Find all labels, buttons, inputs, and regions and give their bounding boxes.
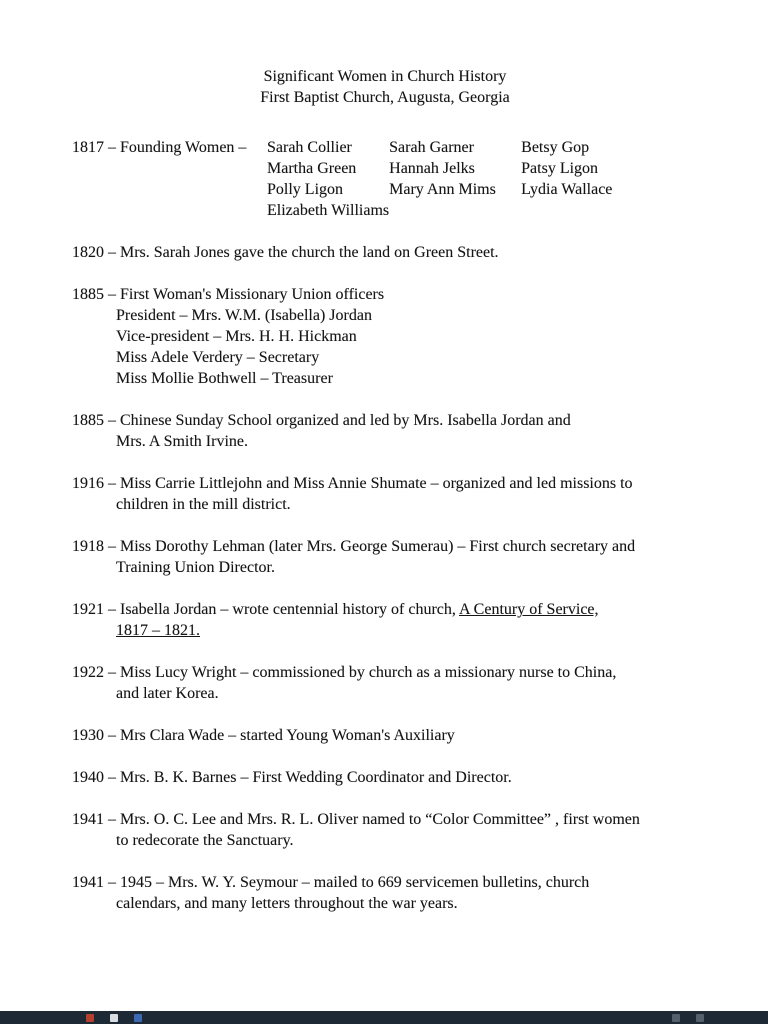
footer-icon-blue[interactable]: [134, 1014, 142, 1022]
entry-line: 1918 – Miss Dorothy Lehman (later Mrs. George Sumerau) – First church secretary and: [72, 538, 636, 555]
founding-names-column-3: [521, 137, 698, 200]
entry-1930: [72, 725, 698, 746]
entry-1941-color-committee: [72, 809, 698, 851]
footer-icon-white[interactable]: [110, 1014, 118, 1022]
entry-line: Miss Adele Verdery – Secretary: [116, 349, 320, 366]
founding-name: Sarah Collier: [267, 139, 352, 156]
founding-name: Elizabeth Williams: [267, 202, 390, 219]
founding-name: Patsy Ligon: [521, 160, 599, 177]
entry-line: Training Union Director.: [116, 559, 275, 576]
entry-line: 1885 – Chinese Sunday School organized and led by Mrs. Isabella Jordan and: [72, 412, 571, 429]
footer-icon-gray-1[interactable]: [672, 1014, 680, 1022]
entry-line: 1922 – Miss Lucy Wright – commissioned by church as a missionary nurse to China,: [72, 664, 617, 681]
book-title-underlined: A Century of Service,: [459, 601, 599, 618]
entry-1817-founding-women: [72, 137, 698, 221]
entry-line: and later Korea.: [116, 685, 219, 702]
entry-1820: [72, 242, 698, 263]
entry-line: to redecorate the Sanctuary.: [116, 832, 294, 849]
entry-1921: [72, 599, 698, 641]
title-line-1: Significant Women in Church History: [263, 68, 507, 85]
entry-line: 1885 – First Woman's Missionary Union officers: [72, 286, 385, 303]
footer-icons-right: [672, 1014, 704, 1022]
founding-name: Betsy Gop: [521, 139, 590, 156]
entry-year-label: 1817 – Founding Women –: [72, 139, 247, 156]
founding-names-column-1: [267, 137, 389, 221]
viewer-footer-bar: [0, 1011, 768, 1024]
founding-name: Polly Ligon: [267, 181, 344, 198]
entry-1916: [72, 473, 698, 515]
entry-line: President – Mrs. W.M. (Isabella) Jordan: [116, 307, 372, 324]
footer-icons-left: [86, 1014, 142, 1022]
founding-name: Martha Green: [267, 160, 357, 177]
founding-name: Sarah Garner: [389, 139, 474, 156]
entry-line: Mrs. A Smith Irvine.: [116, 433, 249, 450]
entry-line: 1930 – Mrs Clara Wade – started Young Woman's Auxiliary: [72, 727, 455, 744]
entry-line: [116, 620, 698, 641]
entry-1922: [72, 662, 698, 704]
founding-names-column-2: [389, 137, 521, 200]
document-title: [72, 66, 698, 108]
entry-line: Vice-president – Mrs. H. H. Hickman: [116, 328, 357, 345]
footer-icon-red[interactable]: [86, 1014, 94, 1022]
footer-icon-gray-2[interactable]: [696, 1014, 704, 1022]
entry-1940: [72, 767, 698, 788]
entry-line: 1916 – Miss Carrie Littlejohn and Miss Annie Shumate – organized and led missions to: [72, 475, 633, 492]
founding-name: Lydia Wallace: [521, 181, 613, 198]
entry-line: Miss Mollie Bothwell – Treasurer: [116, 370, 333, 387]
entry-line: 1941 – Mrs. O. C. Lee and Mrs. R. L. Oliver named to “Color Committee” , first women: [72, 811, 640, 828]
entry-line: children in the mill district.: [116, 496, 291, 513]
founding-name: Hannah Jelks: [389, 160, 475, 177]
entry-1885-wmu-officers: [72, 284, 698, 389]
founding-name: Mary Ann Mims: [389, 181, 496, 198]
entry-1885-chinese-sunday-school: [72, 410, 698, 452]
entry-line: 1820 – Mrs. Sarah Jones gave the church the land on Green Street.: [72, 244, 499, 261]
title-line-2: First Baptist Church, Augusta, Georgia: [260, 89, 510, 106]
entry-1941-1945: [72, 872, 698, 914]
entry-text: 1921 – Isabella Jordan – wrote centennial history of church,: [72, 601, 459, 618]
entry-line: [72, 599, 698, 620]
entry-line: 1941 – 1945 – Mrs. W. Y. Seymour – mailed to 669 servicemen bulletins, church: [72, 874, 590, 891]
entry-line: calendars, and many letters throughout the war years.: [116, 895, 458, 912]
entry-1918: [72, 536, 698, 578]
book-dates-underlined: 1817 – 1821.: [116, 622, 200, 639]
entry-line: 1940 – Mrs. B. K. Barnes – First Wedding Coordinator and Director.: [72, 769, 512, 786]
